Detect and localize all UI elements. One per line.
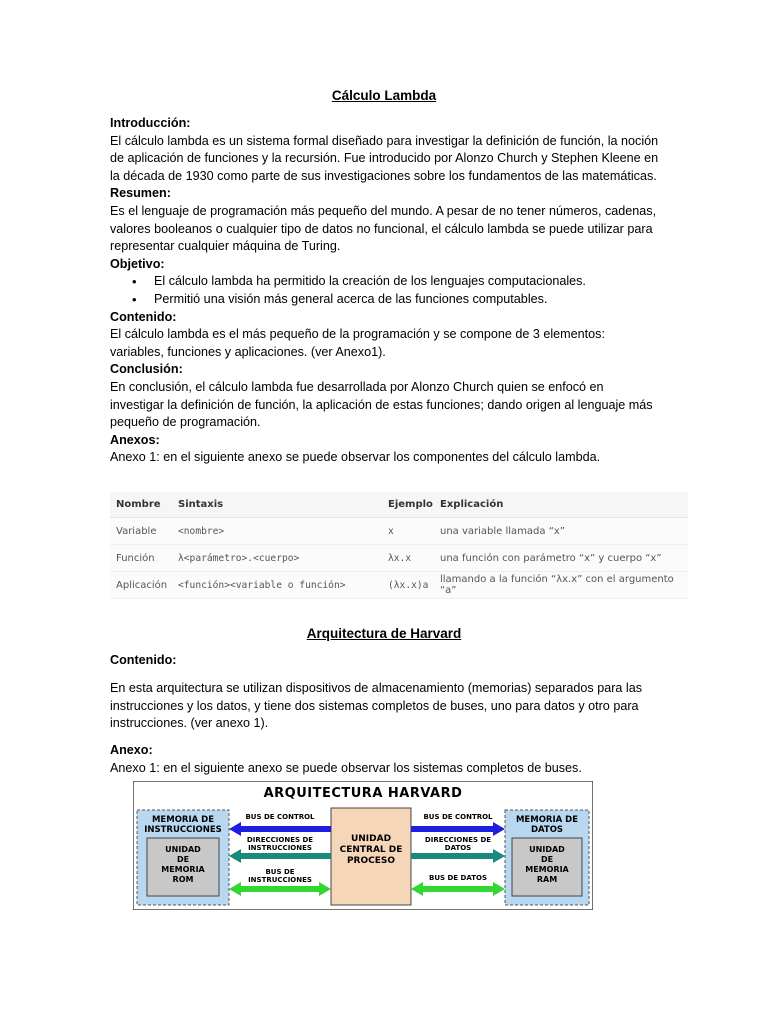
lambda-body	[110, 115, 660, 467]
harvard-diagram	[133, 781, 593, 910]
harvard-anexo-text: Anexo 1: en el siguiente anexo se puede observar los sistemas completos de buses.	[110, 760, 582, 775]
harvard-contenido-text: En esta arquitectura se utilizan dispositivos de almacenamiento (memorias) separados para las instrucciones y los datos, y tiene dos sistemas completos de buses, uno para datos y otro para instrucciones. (ver anexo 1).	[110, 681, 642, 731]
bus-label: BUS DE	[265, 868, 295, 876]
harvard-anexo-heading: Anexo:	[110, 743, 153, 757]
table-cell: Función	[110, 545, 172, 572]
table-cell: λx.x	[382, 545, 434, 572]
table-row	[110, 518, 688, 545]
contenido-heading: Contenido:	[110, 309, 177, 324]
rom-unit-text: ROM	[172, 875, 194, 884]
objetivo-list	[110, 273, 660, 308]
table-cell: <función><variable o función>	[172, 572, 382, 599]
table-header: Nombre	[110, 492, 172, 518]
conclusion-text: En conclusión, el cálculo lambda fue desarrollada por Alonzo Church quien se enfocó en investigar la definición de función, la aplicación de estas funciones; dando origen al lenguaje más pequeño de programación.	[110, 379, 653, 430]
table-cell: (λx.x)a	[382, 572, 434, 599]
rom-unit-text: UNIDAD	[165, 845, 201, 854]
ram-unit-text: DE	[540, 855, 554, 864]
anexos-heading: Anexos:	[110, 432, 160, 447]
rom-unit-text: DE	[176, 855, 190, 864]
introduccion-heading: Introducción:	[110, 116, 191, 130]
harvard-contenido-label: Contenido:	[110, 653, 177, 667]
table-header: Sintaxis	[172, 492, 382, 518]
table-cell: una función con parámetro “x” y cuerpo “x”	[434, 545, 688, 572]
table-cell: Aplicación	[110, 572, 172, 599]
bus-label: INSTRUCCIONES	[248, 876, 312, 884]
table-cell: <nombre>	[172, 518, 382, 545]
ram-unit-text: UNIDAD	[529, 845, 565, 854]
contenido-text: El cálculo lambda es el más pequeño de la programación y se compone de 3 elementos: variables, funciones y aplicaciones. (ver Anexo1).	[110, 327, 605, 359]
table-cell: una variable llamada “x”	[434, 518, 688, 545]
bus-label: BUS DE CONTROL	[245, 813, 315, 821]
harvard-anexo	[110, 742, 660, 777]
bus-label: DIRECCIONES DE	[424, 836, 492, 844]
bus-label: DIRECCIONES DE	[246, 836, 314, 844]
table-cell: x	[382, 518, 434, 545]
left-memory-label: MEMORIA DE	[151, 815, 215, 825]
right-memory-label: DATOS	[530, 825, 564, 835]
table-header-row	[110, 492, 688, 518]
document-title: Cálculo Lambda	[331, 88, 437, 103]
lambda-table	[110, 492, 688, 599]
table-cell: Variable	[110, 518, 172, 545]
introduccion-text: El cálculo lambda es un sistema formal diseñado para investigar la definición de función, la noción de aplicación de funciones y la recursión. Fue introducido por Alonzo Church y Stephen Kleene en la década de 1930 como parte de sus investigaciones sobre los fundamentos de las matemáticas.	[110, 133, 659, 183]
harvard-contenido-heading	[110, 652, 660, 670]
resumen-heading: Resumen:	[110, 186, 171, 201]
right-memory-label: MEMORIA DE	[515, 815, 579, 825]
table-header: Ejemplo	[382, 492, 434, 518]
ram-unit-text: RAM	[536, 875, 558, 884]
ram-unit-text: MEMORIA	[525, 865, 569, 874]
harvard-contenido	[110, 680, 660, 733]
bus-label: BUS DE CONTROL	[423, 813, 493, 821]
objetivo-bullet: • Permitió una visión más general acerca de las funciones computables.	[132, 291, 660, 309]
objetivo-bullet: • El cálculo lambda ha permitido la creación de los lenguajes computacionales.	[132, 273, 660, 291]
bus-label: INSTRUCCIONES	[248, 844, 312, 852]
table-cell: λ<parámetro>.<cuerpo>	[172, 545, 382, 572]
conclusion-heading: Conclusión:	[110, 362, 183, 377]
cpu-text: PROCESO	[346, 856, 396, 866]
harvard-title: Arquitectura de Harvard	[306, 626, 462, 641]
table-row	[110, 545, 688, 572]
bus-label: BUS DE DATOS	[429, 874, 487, 882]
resumen-text: Es el lenguaje de programación más pequeño del mundo. A pesar de no tener números, cadenas, valores booleanos o cualquier tipo de datos no funcional, el cálculo lambda se puede utilizar para representar cualquier máquina de Turing.	[110, 203, 657, 254]
bus-label: DATOS	[444, 844, 472, 852]
rom-unit-text: MEMORIA	[161, 865, 205, 874]
left-memory-label: INSTRUCCIONES	[144, 825, 222, 835]
cpu-text: UNIDAD	[350, 834, 392, 844]
anexos-text: Anexo 1: en el siguiente anexo se puede observar los componentes del cálculo lambda.	[110, 450, 601, 465]
table-header: Explicación	[434, 492, 688, 518]
table-row	[110, 572, 688, 599]
cpu-text: CENTRAL DE	[339, 845, 403, 855]
table-cell: llamando a la función “λx.x” con el argumento “a”	[434, 572, 688, 599]
objetivo-heading: Objetivo:	[110, 256, 165, 271]
diagram-title: ARQUITECTURA HARVARD	[263, 786, 463, 801]
